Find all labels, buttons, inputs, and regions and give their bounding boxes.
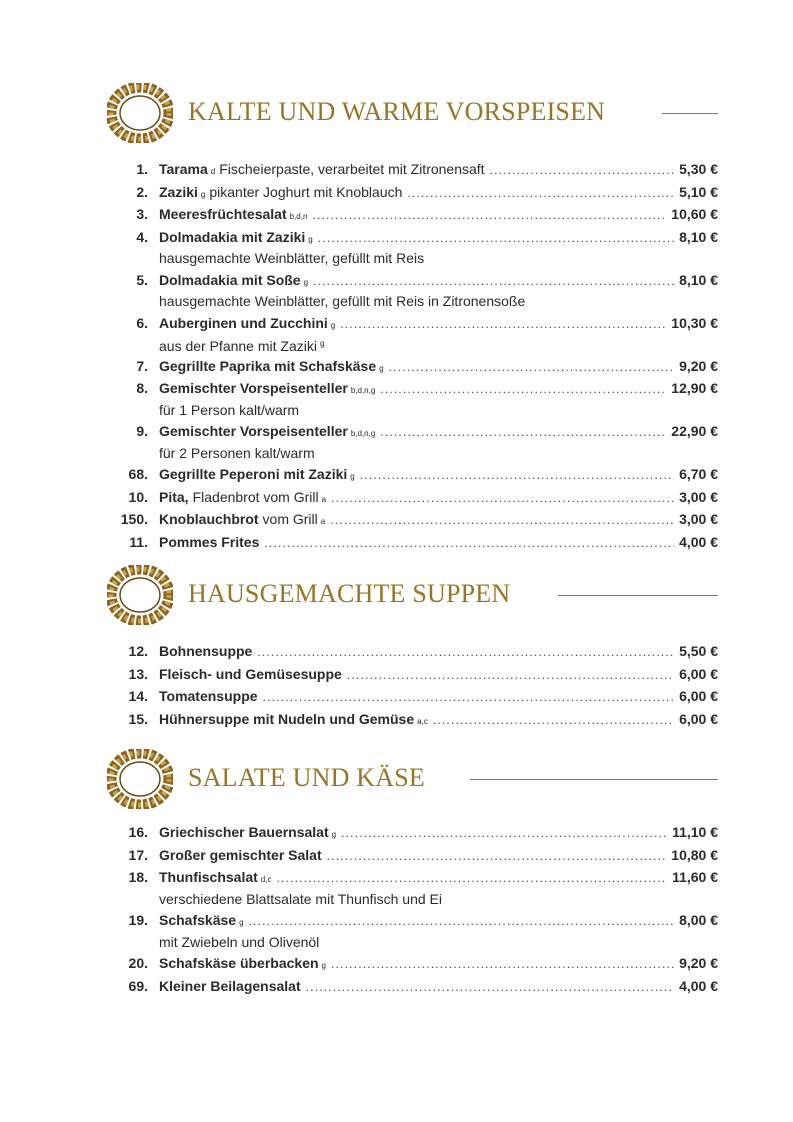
leader-dots: [330, 509, 674, 531]
section-header: [0, 749, 793, 819]
item-number: 1.: [136, 161, 148, 177]
menu-item: [0, 226, 793, 249]
leader-dots: [306, 976, 674, 998]
leader-dots: [341, 822, 667, 844]
item-price: 4,00 €: [679, 533, 718, 550]
item-name: Gegrillte Paprika mit Schafskäse: [159, 357, 377, 374]
allergen-code: d,c: [260, 875, 272, 884]
item-desc: Fladenbrot vom Grill: [192, 488, 319, 505]
leader-dots: [490, 159, 674, 181]
item-price: 6,00 €: [679, 688, 718, 704]
item-number: 68.: [128, 466, 148, 482]
menu-item: [0, 708, 793, 731]
leader-dots: [340, 313, 666, 335]
menu-item: [0, 844, 793, 867]
item-name: Großer gemischter Salat: [159, 846, 322, 863]
title-rule: [558, 595, 718, 596]
item-price: 3,00 €: [679, 511, 718, 527]
leader-dots: [249, 910, 675, 932]
menu-item: [0, 355, 793, 378]
leader-dots: [318, 227, 674, 249]
item-subline: für 1 Person kalt/warm: [159, 401, 300, 418]
item-name: Schafskäse: [159, 912, 237, 928]
item-price: 12,90 €: [671, 380, 718, 396]
item-price: 11,10 €: [672, 824, 718, 840]
allergen-code: a: [320, 517, 326, 526]
item-subline: mit Zwiebeln und Olivenöl: [159, 933, 320, 950]
leader-dots: [380, 378, 666, 400]
item-name: Griechischer Bauernsalat: [159, 824, 329, 840]
allergen-code: a,c: [417, 716, 428, 726]
leader-dots: [433, 709, 674, 731]
section-title: HAUSGEMACHTE SUPPEN: [188, 579, 511, 608]
item-desc: vom Grill: [262, 511, 318, 527]
item-number: 69.: [128, 977, 148, 994]
menu-item: [0, 975, 793, 998]
leader-dots: [257, 641, 674, 663]
item-number: 16.: [128, 824, 148, 840]
item-name: Knoblauchbrot: [159, 511, 259, 527]
item-price: 6,00 €: [679, 710, 718, 727]
item-price: 22,90 €: [671, 423, 718, 439]
menu-item: [0, 486, 793, 509]
allergen-code: g: [303, 277, 309, 287]
item-price: 8,10 €: [679, 228, 718, 245]
section-header: [0, 83, 793, 153]
item-price: 9,20 €: [679, 357, 718, 374]
item-name: Pita,: [159, 488, 189, 505]
section-suppen: [0, 565, 793, 727]
menu-item: [0, 866, 793, 889]
allergen-code: g: [330, 320, 336, 330]
leader-dots: [313, 270, 674, 292]
item-number: 14.: [128, 688, 148, 704]
leader-dots: [331, 953, 674, 975]
section-salate: [0, 749, 793, 994]
item-number: 5.: [136, 271, 148, 288]
item-number: 6.: [136, 314, 148, 331]
leader-dots: [331, 487, 674, 509]
menu-item: [0, 463, 793, 486]
item-name: Fleisch- und Gemüsesuppe: [159, 665, 342, 682]
section-header: [0, 565, 793, 635]
menu-item: [0, 269, 793, 292]
allergen-code: b,d,n,g: [350, 386, 376, 395]
item-name: Bohnensuppe: [159, 643, 253, 659]
menu-item: [0, 181, 793, 204]
mosaic-ring-emblem-icon: [107, 565, 173, 625]
item-name: Tomatensuppe: [159, 688, 258, 704]
item-number: 8.: [136, 380, 148, 396]
allergen-code: b,d,n: [289, 212, 308, 221]
item-price: 5,50 €: [679, 643, 718, 659]
leader-dots: [389, 356, 675, 378]
allergen-code: g: [308, 234, 313, 244]
leader-dots: [347, 664, 674, 686]
menu-item: [0, 909, 793, 932]
item-number: 10.: [128, 488, 148, 505]
allergen-code: g: [350, 472, 355, 481]
item-price: 6,70 €: [679, 466, 718, 482]
item-price: 8,10 €: [679, 271, 718, 288]
item-subline: hausgemachte Weinblätter, gefüllt mit Reis in Zitronensoße: [159, 293, 526, 309]
item-number: 2.: [136, 183, 148, 200]
mosaic-ring-emblem-icon: [107, 749, 173, 809]
menu-list: [0, 158, 793, 553]
menu-item: [0, 312, 793, 335]
item-price: 8,00 €: [679, 912, 718, 928]
leader-dots: [407, 182, 674, 204]
allergen-code: g: [319, 339, 325, 348]
item-price: 5,30 €: [679, 161, 718, 177]
item-subline: hausgemachte Weinblätter, gefüllt mit Reis: [159, 250, 425, 266]
item-number: 13.: [128, 665, 148, 682]
menu-item: [0, 158, 793, 181]
item-name: Thunfischsalat: [159, 869, 258, 885]
menu-item: [0, 640, 793, 663]
item-desc: Fischeierpaste, verarbeitet mit Zitronensaft: [219, 161, 485, 177]
section-vorspeisen: [0, 83, 793, 550]
allergen-code: g: [331, 830, 337, 839]
menu-item: [0, 685, 793, 708]
leader-dots: [312, 204, 666, 226]
item-number: 150.: [120, 511, 148, 527]
item-name: Hühnersuppe mit Nudeln und Gemüse: [159, 710, 415, 727]
menu-list: [0, 821, 793, 997]
item-name: Zaziki: [159, 183, 198, 200]
item-number: 4.: [136, 228, 148, 245]
item-number: 12.: [128, 643, 148, 659]
title-rule: [470, 779, 718, 780]
leader-dots: [327, 845, 667, 867]
menu-item: [0, 531, 793, 554]
leader-dots: [264, 532, 674, 554]
item-subline: aus der Pfanne mit Zaziki $^g$: [159, 338, 325, 354]
item-price: 10,30 €: [671, 314, 718, 331]
allergen-code: g: [239, 918, 244, 927]
item-number: 18.: [128, 869, 148, 885]
allergen-code: a: [321, 494, 327, 504]
item-number: 17.: [128, 846, 148, 863]
title-rule: [662, 113, 718, 114]
item-number: 11.: [129, 533, 148, 550]
item-name: Gemischter Vorspeisenteller: [159, 423, 348, 439]
leader-dots: [276, 867, 667, 889]
menu-item: [0, 952, 793, 975]
item-name: Auberginen und Zucchini: [159, 314, 328, 331]
item-name: Dolmadakia mit Zaziki: [159, 228, 306, 245]
menu-item: [0, 663, 793, 686]
allergen-code: b,d,n,g: [350, 429, 376, 438]
leader-dots: [360, 464, 674, 486]
item-number: 15.: [128, 710, 148, 727]
item-name: Dolmadakia mit Soße: [159, 271, 301, 288]
item-price: 10,80 €: [671, 846, 718, 863]
item-number: 7.: [136, 357, 148, 374]
allergen-code: g: [200, 189, 206, 199]
menu-item: [0, 508, 793, 531]
item-subline: verschiedene Blattsalate mit Thunfisch und Ei: [159, 890, 443, 907]
item-price: 11,60 €: [672, 869, 718, 885]
allergen-code: g: [321, 961, 326, 970]
leader-dots: [380, 421, 666, 443]
item-name: Gegrillte Peperoni mit Zaziki: [159, 466, 348, 482]
item-price: 6,00 €: [679, 665, 718, 682]
section-title: KALTE UND WARME VORSPEISEN: [188, 97, 606, 126]
item-name: Schafskäse überbacken: [159, 955, 319, 971]
item-name: Tarama: [159, 161, 208, 177]
allergen-code: g: [379, 363, 384, 373]
item-subline: für 2 Personen kalt/warm: [159, 444, 315, 461]
allergen-code: d: [210, 167, 216, 176]
item-number: 19.: [128, 912, 148, 928]
item-number: 3.: [136, 206, 148, 222]
mosaic-ring-emblem-icon: [107, 83, 173, 143]
item-name: Gemischter Vorspeisenteller: [159, 380, 348, 396]
menu-item: [0, 420, 793, 443]
leader-dots: [263, 686, 675, 708]
item-price: 3,00 €: [679, 488, 718, 505]
section-title: SALATE UND KÄSE: [188, 763, 425, 792]
item-number: 20.: [128, 955, 148, 971]
menu-item: [0, 203, 793, 226]
item-price: 9,20 €: [679, 955, 718, 971]
menu-list: [0, 640, 793, 730]
item-name: Kleiner Beilagensalat: [159, 977, 301, 994]
item-price: 10,60 €: [671, 206, 718, 222]
item-number: 9.: [136, 423, 148, 439]
item-desc: pikanter Joghurt mit Knoblauch: [209, 183, 403, 200]
item-price: 4,00 €: [679, 977, 718, 994]
menu-item: [0, 377, 793, 400]
item-name: Pommes Frites: [159, 533, 260, 550]
menu-item: [0, 821, 793, 844]
item-name: Meeresfrüchtesalat: [159, 206, 287, 222]
item-price: 5,10 €: [679, 183, 718, 200]
